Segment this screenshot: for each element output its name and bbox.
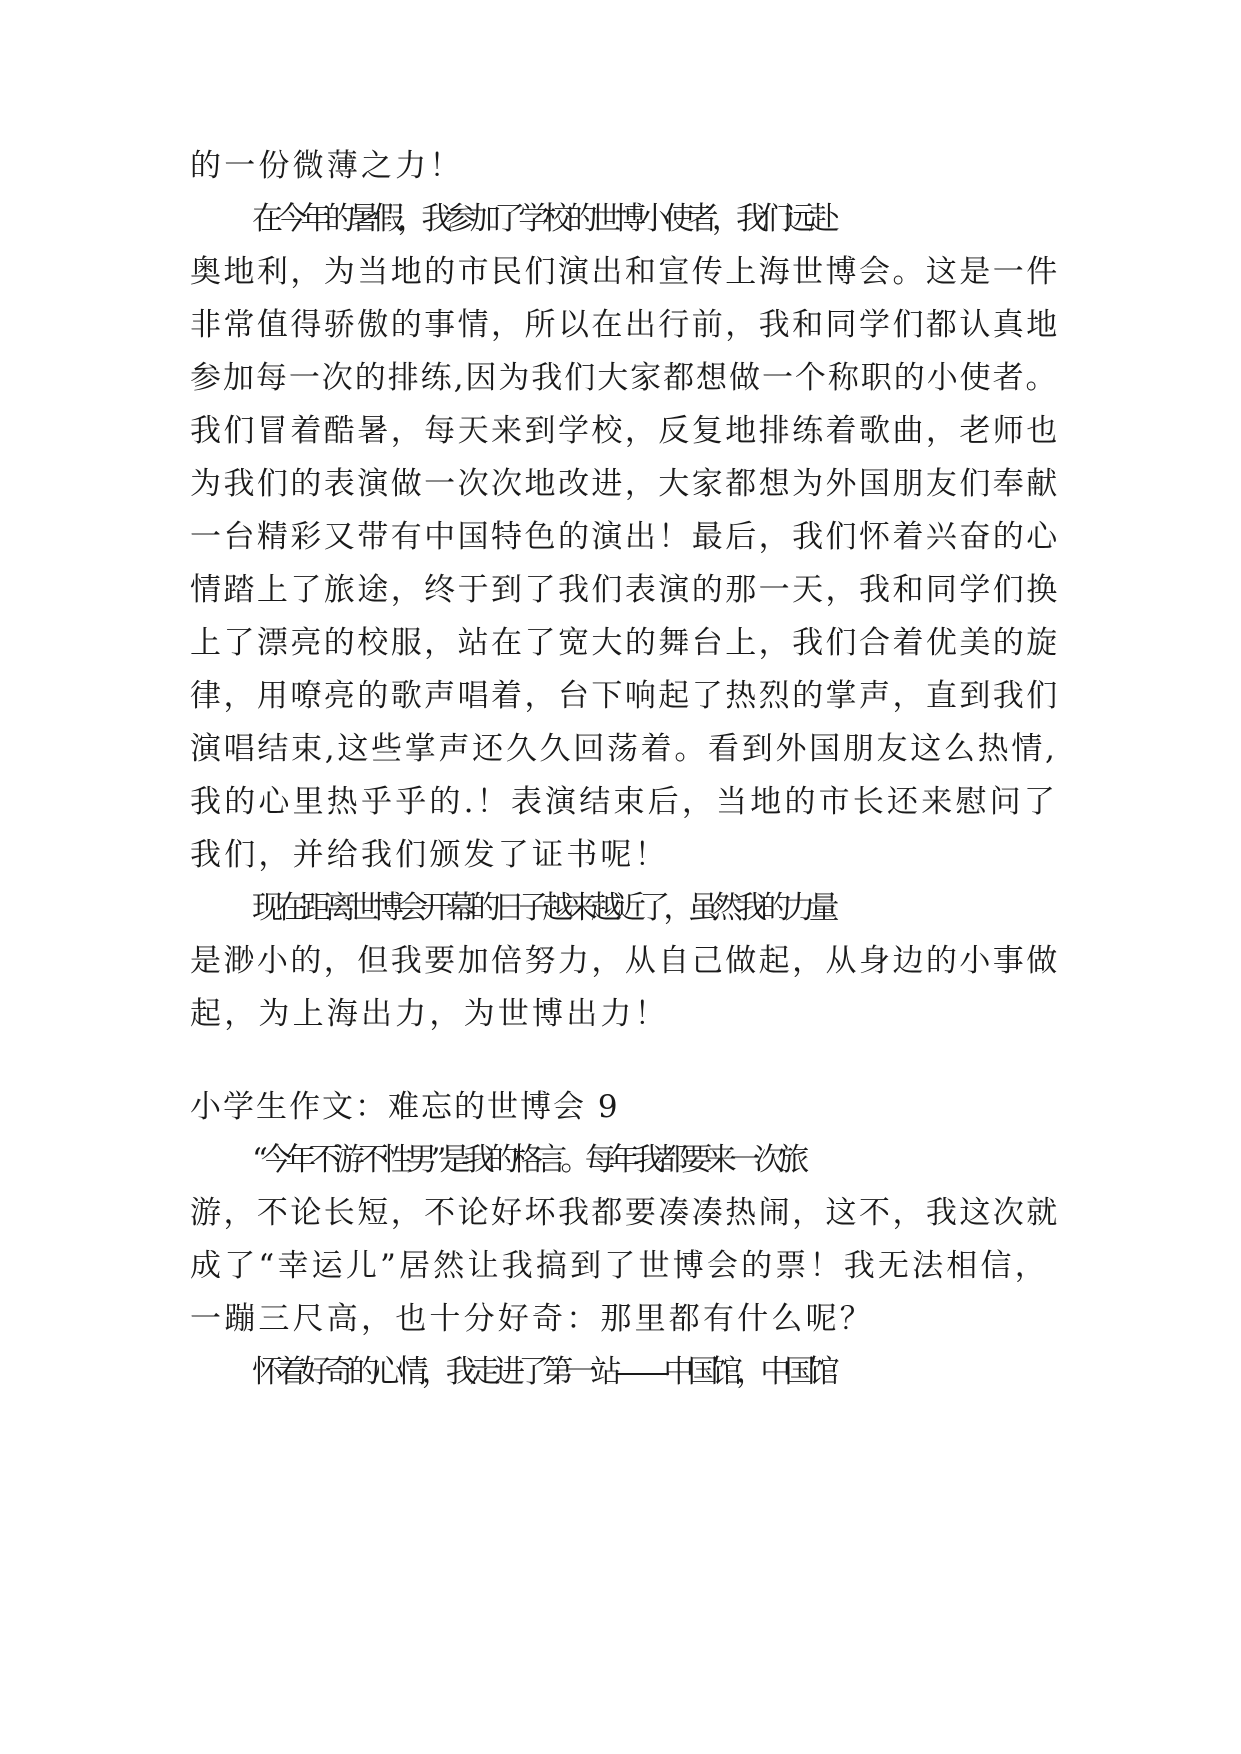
paragraph-start-line: 在今年的暑假，我参加了学校的世博小使者，我们远赴 <box>252 201 833 237</box>
text-line: 上了漂亮的校服，站在了宽大的舞台上，我们合着优美的旋 <box>190 625 1060 661</box>
text-line: 参加每一次的排练,因为我们大家都想做一个称职的小使者。 <box>190 360 1059 396</box>
paragraph-start-line: “今年不游不性男”是我的格言。每年我都要来一次旅 <box>252 1142 803 1178</box>
text-line: 一蹦三尺高，也十分好奇：那里都有什么呢？ <box>190 1301 874 1337</box>
text-line: 律，用嘹亮的歌声唱着，台下响起了热烈的掌声，直到我们 <box>190 678 1060 714</box>
paragraph-start-line: 现在距离世博会开幕的日子越来越近了，虽然我的力量 <box>252 890 833 926</box>
text-line: 奥地利，为当地的市民们演出和宣传上海世博会。这是一件 <box>190 254 1060 290</box>
text-line: 是渺小的，但我要加倍努力，从自己做起，从身边的小事做 <box>190 943 1060 979</box>
paragraph-start-line: 怀着好奇的心情，我走进了第一站——中国馆，中国馆 <box>252 1354 833 1390</box>
text-line: 非常值得骄傲的事情，所以在出行前，我和同学们都认真地 <box>190 307 1060 343</box>
text-line: 的一份微薄之力！ <box>190 148 464 184</box>
text-line: 为我们的表演做一次次地改进，大家都想为外国朋友们奉献 <box>190 466 1060 502</box>
text-line: 游，不论长短，不论好坏我都要凑凑热闹，这不，我这次就 <box>190 1195 1060 1231</box>
text-line: 演唱结束,这些掌声还久久回荡着。看到外国朋友这么热情, <box>190 731 1058 767</box>
text-line: 我们，并给我们颁发了证书呢！ <box>190 837 669 873</box>
essay-title: 小学生作文：难忘的世博会 9 <box>190 1089 620 1125</box>
text-line: 我们冒着酷暑，每天来到学校，反复地排练着歌曲，老师也 <box>190 413 1060 449</box>
text-line: 我的心里热乎乎的.！表演结束后，当地的市长还来慰问了 <box>190 784 1059 820</box>
text-line: 一台精彩又带有中国特色的演出！最后，我们怀着兴奋的心 <box>190 519 1060 555</box>
text-line: 成了“幸运儿”居然让我搞到了世博会的票！我无法相信， <box>190 1248 1049 1284</box>
text-line: 情踏上了旅途，终于到了我们表演的那一天，我和同学们换 <box>190 572 1060 608</box>
text-line: 起，为上海出力，为世博出力！ <box>190 996 669 1032</box>
